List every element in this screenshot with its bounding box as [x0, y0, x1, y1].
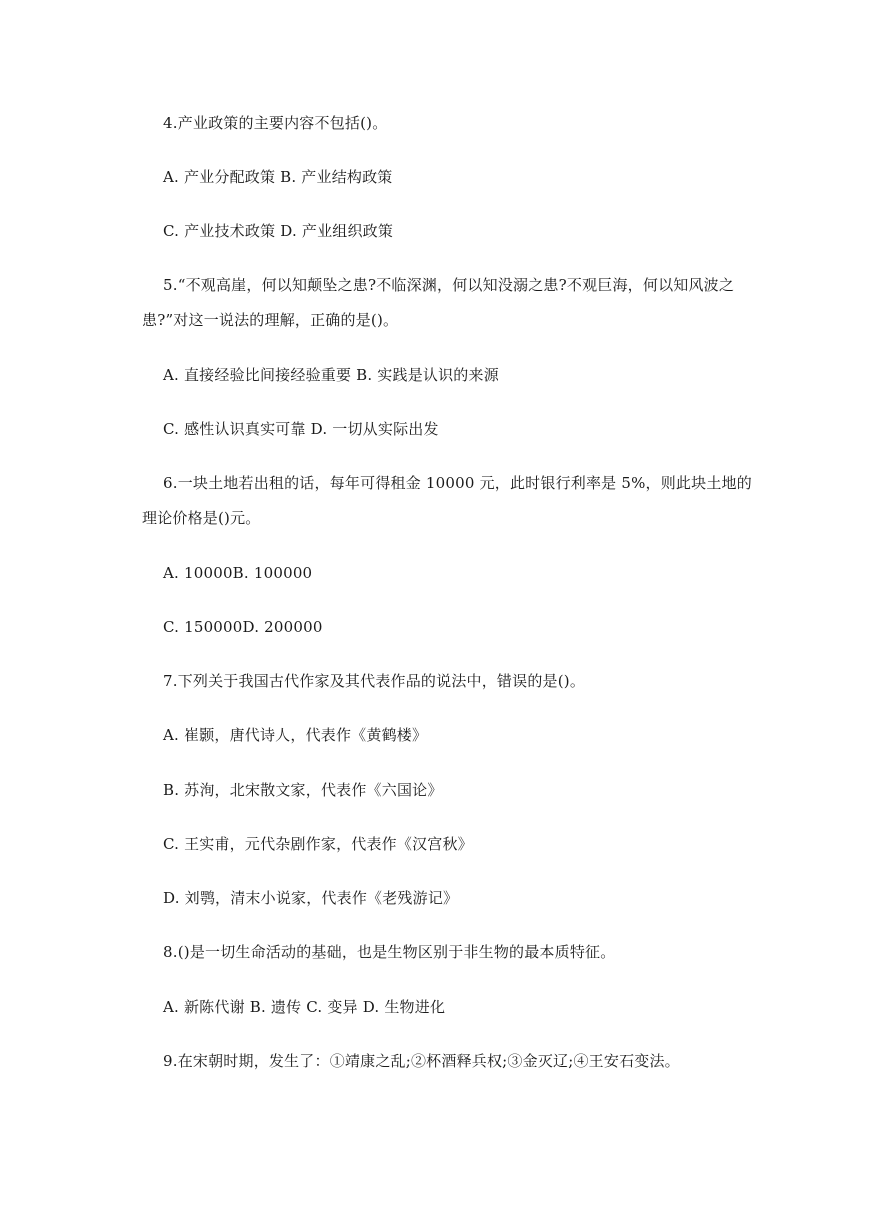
question-5-options-ab: A. 直接经验比间接经验重要 B. 实践是认识的来源 [163, 366, 499, 384]
question-6-options-ab: A. 10000B. 100000 [163, 564, 313, 582]
question-8-options: A. 新陈代谢 B. 遗传 C. 变异 D. 生物进化 [163, 998, 446, 1016]
question-7-option-d: D. 刘鹗，清末小说家，代表作《老残游记》 [163, 889, 459, 907]
question-5-stem: 5.“不观高崖，何以知颠坠之患?不临深渊，何以知没溺之患?不观巨海，何以知风波之 [163, 276, 735, 294]
question-6-stem-cont: 理论价格是()元。 [142, 509, 261, 527]
question-4-options-cd: C. 产业技术政策 D. 产业组织政策 [163, 222, 394, 240]
question-8-stem: 8.()是一切生命活动的基础，也是生物区别于非生物的最本质特征。 [163, 943, 616, 961]
question-5-options-cd: C. 感性认识真实可靠 D. 一切从实际出发 [163, 420, 439, 438]
question-6-options-cd: C. 150000D. 200000 [163, 618, 323, 636]
question-6-stem: 6.一块土地若出租的话，每年可得租金 10000 元，此时银行利率是 5%，则此块土地的 [163, 474, 752, 492]
question-7-stem: 7.下列关于我国古代作家及其代表作品的说法中，错误的是()。 [163, 672, 586, 690]
question-4-options-ab: A. 产业分配政策 B. 产业结构政策 [163, 168, 393, 186]
question-7-option-c: C. 王实甫，元代杂剧作家，代表作《汉宫秋》 [163, 835, 473, 853]
question-9-stem: 9.在宋朝时期，发生了：①靖康之乱;②杯酒释兵权;③金灭辽;④王安石变法。 [163, 1052, 680, 1070]
question-7-option-a: A. 崔颢，唐代诗人，代表作《黄鹤楼》 [163, 726, 428, 744]
question-7-option-b: B. 苏洵，北宋散文家，代表作《六国论》 [163, 781, 443, 799]
question-4-stem: 4.产业政策的主要内容不包括()。 [163, 114, 388, 132]
question-5-stem-cont: 患?”对这一说法的理解，正确的是()。 [142, 311, 399, 329]
